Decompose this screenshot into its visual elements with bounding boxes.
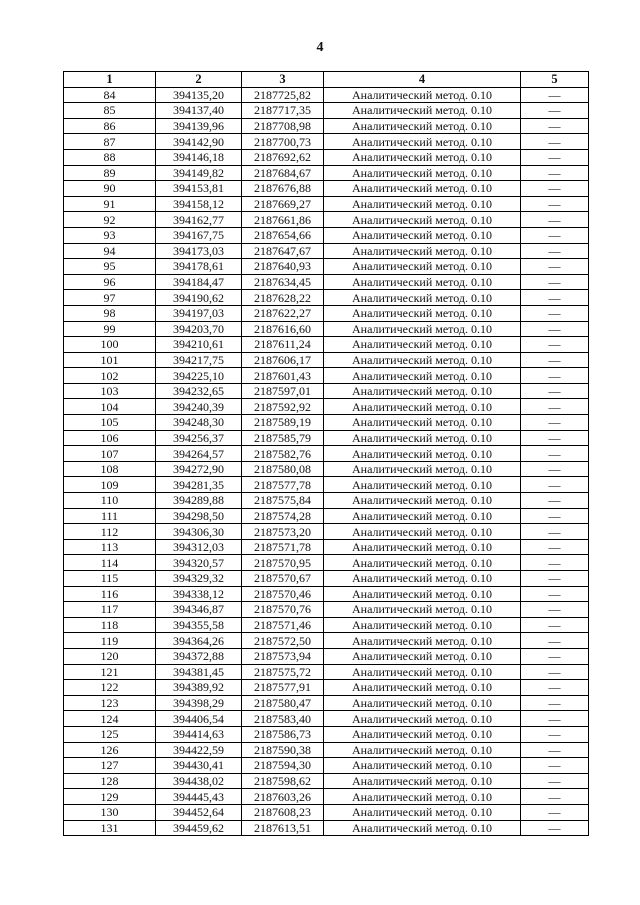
y-coordinate-cell: 2187603,26 <box>242 789 324 805</box>
point-number-cell: 129 <box>64 789 156 805</box>
note-cell: — <box>521 648 589 664</box>
y-coordinate-cell: 2187580,47 <box>242 695 324 711</box>
x-coordinate-cell: 394389,92 <box>156 680 242 696</box>
y-coordinate-cell: 2187583,40 <box>242 711 324 727</box>
page-number: 4 <box>316 40 324 55</box>
table-row <box>64 259 589 275</box>
table-row <box>64 227 589 243</box>
point-number-cell: 128 <box>64 773 156 789</box>
x-coordinate-cell: 394173,03 <box>156 243 242 259</box>
table-row <box>64 149 589 165</box>
method-cell: Аналитический метод. 0.10 <box>324 337 521 353</box>
point-number-cell: 88 <box>64 149 156 165</box>
method-cell: Аналитический метод. 0.10 <box>324 243 521 259</box>
point-number-cell: 86 <box>64 118 156 134</box>
y-coordinate-cell: 2187692,62 <box>242 149 324 165</box>
x-coordinate-cell: 394178,61 <box>156 259 242 275</box>
y-coordinate-cell: 2187572,50 <box>242 633 324 649</box>
table-row <box>64 196 589 212</box>
note-cell: — <box>521 368 589 384</box>
y-coordinate-cell: 2187640,93 <box>242 259 324 275</box>
method-cell: Аналитический метод. 0.10 <box>324 695 521 711</box>
method-cell: Аналитический метод. 0.10 <box>324 602 521 618</box>
table-row <box>64 695 589 711</box>
y-coordinate-cell: 2187582,76 <box>242 446 324 462</box>
y-coordinate-cell: 2187570,95 <box>242 555 324 571</box>
column-header-1: 1 <box>64 72 156 88</box>
method-cell: Аналитический метод. 0.10 <box>324 742 521 758</box>
x-coordinate-cell: 394197,03 <box>156 305 242 321</box>
y-coordinate-cell: 2187598,62 <box>242 773 324 789</box>
table-row <box>64 633 589 649</box>
note-cell: — <box>521 149 589 165</box>
point-number-cell: 122 <box>64 680 156 696</box>
note-cell: — <box>521 461 589 477</box>
point-number-cell: 100 <box>64 337 156 353</box>
y-coordinate-cell: 2187577,78 <box>242 477 324 493</box>
x-coordinate-cell: 394232,65 <box>156 383 242 399</box>
note-cell: — <box>521 243 589 259</box>
y-coordinate-cell: 2187601,43 <box>242 368 324 384</box>
x-coordinate-cell: 394162,77 <box>156 212 242 228</box>
method-cell: Аналитический метод. 0.10 <box>324 758 521 774</box>
point-number-cell: 98 <box>64 305 156 321</box>
point-number-cell: 112 <box>64 524 156 540</box>
method-cell: Аналитический метод. 0.10 <box>324 586 521 602</box>
table-row <box>64 742 589 758</box>
x-coordinate-cell: 394248,30 <box>156 415 242 431</box>
table-row <box>64 274 589 290</box>
method-cell: Аналитический метод. 0.10 <box>324 368 521 384</box>
y-coordinate-cell: 2187590,38 <box>242 742 324 758</box>
note-cell: — <box>521 103 589 119</box>
note-cell: — <box>521 290 589 306</box>
point-number-cell: 111 <box>64 508 156 524</box>
table-row <box>64 461 589 477</box>
note-cell: — <box>521 259 589 275</box>
method-cell: Аналитический метод. 0.10 <box>324 383 521 399</box>
x-coordinate-cell: 394398,29 <box>156 695 242 711</box>
table-row <box>64 368 589 384</box>
x-coordinate-cell: 394158,12 <box>156 196 242 212</box>
x-coordinate-cell: 394153,81 <box>156 181 242 197</box>
table-row <box>64 602 589 618</box>
y-coordinate-cell: 2187717,35 <box>242 103 324 119</box>
x-coordinate-cell: 394149,82 <box>156 165 242 181</box>
y-coordinate-cell: 2187577,91 <box>242 680 324 696</box>
method-cell: Аналитический метод. 0.10 <box>324 149 521 165</box>
table-row <box>64 726 589 742</box>
point-number-cell: 115 <box>64 571 156 587</box>
note-cell: — <box>521 399 589 415</box>
method-cell: Аналитический метод. 0.10 <box>324 274 521 290</box>
point-number-cell: 95 <box>64 259 156 275</box>
y-coordinate-cell: 2187616,60 <box>242 321 324 337</box>
point-number-cell: 89 <box>64 165 156 181</box>
table-row <box>64 617 589 633</box>
y-coordinate-cell: 2187580,08 <box>242 461 324 477</box>
method-cell: Аналитический метод. 0.10 <box>324 539 521 555</box>
x-coordinate-cell: 394217,75 <box>156 352 242 368</box>
note-cell: — <box>521 274 589 290</box>
note-cell: — <box>521 586 589 602</box>
point-number-cell: 119 <box>64 633 156 649</box>
note-cell: — <box>521 524 589 540</box>
note-cell: — <box>521 758 589 774</box>
note-cell: — <box>521 680 589 696</box>
x-coordinate-cell: 394146,18 <box>156 149 242 165</box>
x-coordinate-cell: 394281,35 <box>156 477 242 493</box>
table-row <box>64 555 589 571</box>
point-number-cell: 84 <box>64 87 156 103</box>
note-cell: — <box>521 165 589 181</box>
point-number-cell: 131 <box>64 820 156 836</box>
x-coordinate-cell: 394438,02 <box>156 773 242 789</box>
method-cell: Аналитический метод. 0.10 <box>324 305 521 321</box>
x-coordinate-cell: 394320,57 <box>156 555 242 571</box>
method-cell: Аналитический метод. 0.10 <box>324 212 521 228</box>
note-cell: — <box>521 415 589 431</box>
y-coordinate-cell: 2187608,23 <box>242 804 324 820</box>
table-row <box>64 305 589 321</box>
method-cell: Аналитический метод. 0.10 <box>324 290 521 306</box>
y-coordinate-cell: 2187669,27 <box>242 196 324 212</box>
point-number-cell: 113 <box>64 539 156 555</box>
y-coordinate-cell: 2187700,73 <box>242 134 324 150</box>
method-cell: Аналитический метод. 0.10 <box>324 789 521 805</box>
note-cell: — <box>521 508 589 524</box>
table-row <box>64 165 589 181</box>
method-cell: Аналитический метод. 0.10 <box>324 726 521 742</box>
note-cell: — <box>521 352 589 368</box>
table-row <box>64 383 589 399</box>
method-cell: Аналитический метод. 0.10 <box>324 664 521 680</box>
x-coordinate-cell: 394346,87 <box>156 602 242 618</box>
method-cell: Аналитический метод. 0.10 <box>324 493 521 509</box>
method-cell: Аналитический метод. 0.10 <box>324 399 521 415</box>
column-header-4: 4 <box>324 72 521 88</box>
method-cell: Аналитический метод. 0.10 <box>324 259 521 275</box>
table-row <box>64 87 589 103</box>
y-coordinate-cell: 2187611,24 <box>242 337 324 353</box>
method-cell: Аналитический метод. 0.10 <box>324 508 521 524</box>
x-coordinate-cell: 394306,30 <box>156 524 242 540</box>
y-coordinate-cell: 2187574,28 <box>242 508 324 524</box>
note-cell: — <box>521 633 589 649</box>
x-coordinate-cell: 394338,12 <box>156 586 242 602</box>
note-cell: — <box>521 742 589 758</box>
x-coordinate-cell: 394184,47 <box>156 274 242 290</box>
y-coordinate-cell: 2187575,72 <box>242 664 324 680</box>
table-row <box>64 789 589 805</box>
method-cell: Аналитический метод. 0.10 <box>324 820 521 836</box>
table-row <box>64 804 589 820</box>
note-cell: — <box>521 227 589 243</box>
column-header-2: 2 <box>156 72 242 88</box>
method-cell: Аналитический метод. 0.10 <box>324 571 521 587</box>
table-row <box>64 399 589 415</box>
y-coordinate-cell: 2187571,46 <box>242 617 324 633</box>
table-row <box>64 430 589 446</box>
method-cell: Аналитический метод. 0.10 <box>324 165 521 181</box>
point-number-cell: 118 <box>64 617 156 633</box>
y-coordinate-cell: 2187654,66 <box>242 227 324 243</box>
table-row <box>64 493 589 509</box>
method-cell: Аналитический метод. 0.10 <box>324 680 521 696</box>
x-coordinate-cell: 394139,96 <box>156 118 242 134</box>
note-cell: — <box>521 695 589 711</box>
table-row <box>64 118 589 134</box>
method-cell: Аналитический метод. 0.10 <box>324 711 521 727</box>
table-row <box>64 586 589 602</box>
method-cell: Аналитический метод. 0.10 <box>324 617 521 633</box>
point-number-cell: 126 <box>64 742 156 758</box>
x-coordinate-cell: 394240,39 <box>156 399 242 415</box>
x-coordinate-cell: 394142,90 <box>156 134 242 150</box>
table-row <box>64 103 589 119</box>
table-row <box>64 524 589 540</box>
method-cell: Аналитический метод. 0.10 <box>324 321 521 337</box>
point-number-cell: 106 <box>64 430 156 446</box>
table-row <box>64 508 589 524</box>
method-cell: Аналитический метод. 0.10 <box>324 461 521 477</box>
note-cell: — <box>521 446 589 462</box>
column-header-3: 3 <box>242 72 324 88</box>
y-coordinate-cell: 2187570,46 <box>242 586 324 602</box>
x-coordinate-cell: 394452,64 <box>156 804 242 820</box>
point-number-cell: 117 <box>64 602 156 618</box>
point-number-cell: 91 <box>64 196 156 212</box>
table-row <box>64 664 589 680</box>
point-number-cell: 123 <box>64 695 156 711</box>
method-cell: Аналитический метод. 0.10 <box>324 415 521 431</box>
table-row <box>64 212 589 228</box>
note-cell: — <box>521 321 589 337</box>
note-cell: — <box>521 118 589 134</box>
x-coordinate-cell: 394312,03 <box>156 539 242 555</box>
x-coordinate-cell: 394256,37 <box>156 430 242 446</box>
table-row <box>64 539 589 555</box>
x-coordinate-cell: 394372,88 <box>156 648 242 664</box>
table-row <box>64 773 589 789</box>
note-cell: — <box>521 181 589 197</box>
method-cell: Аналитический метод. 0.10 <box>324 134 521 150</box>
note-cell: — <box>521 602 589 618</box>
table-row <box>64 648 589 664</box>
table-row <box>64 337 589 353</box>
y-coordinate-cell: 2187725,82 <box>242 87 324 103</box>
x-coordinate-cell: 394381,45 <box>156 664 242 680</box>
note-cell: — <box>521 477 589 493</box>
point-number-cell: 127 <box>64 758 156 774</box>
point-number-cell: 130 <box>64 804 156 820</box>
point-number-cell: 108 <box>64 461 156 477</box>
x-coordinate-cell: 394329,32 <box>156 571 242 587</box>
note-cell: — <box>521 773 589 789</box>
note-cell: — <box>521 493 589 509</box>
y-coordinate-cell: 2187570,76 <box>242 602 324 618</box>
x-coordinate-cell: 394137,40 <box>156 103 242 119</box>
note-cell: — <box>521 87 589 103</box>
x-coordinate-cell: 394167,75 <box>156 227 242 243</box>
note-cell: — <box>521 337 589 353</box>
x-coordinate-cell: 394264,57 <box>156 446 242 462</box>
point-number-cell: 124 <box>64 711 156 727</box>
y-coordinate-cell: 2187613,51 <box>242 820 324 836</box>
method-cell: Аналитический метод. 0.10 <box>324 196 521 212</box>
table-row <box>64 680 589 696</box>
x-coordinate-cell: 394422,59 <box>156 742 242 758</box>
note-cell: — <box>521 711 589 727</box>
method-cell: Аналитический метод. 0.10 <box>324 804 521 820</box>
y-coordinate-cell: 2187589,19 <box>242 415 324 431</box>
table-row <box>64 820 589 836</box>
y-coordinate-cell: 2187571,78 <box>242 539 324 555</box>
y-coordinate-cell: 2187634,45 <box>242 274 324 290</box>
table-row <box>64 321 589 337</box>
method-cell: Аналитический метод. 0.10 <box>324 118 521 134</box>
note-cell: — <box>521 555 589 571</box>
x-coordinate-cell: 394459,62 <box>156 820 242 836</box>
table-header-row <box>64 72 589 88</box>
table-row <box>64 181 589 197</box>
point-number-cell: 104 <box>64 399 156 415</box>
y-coordinate-cell: 2187597,01 <box>242 383 324 399</box>
y-coordinate-cell: 2187647,67 <box>242 243 324 259</box>
y-coordinate-cell: 2187570,67 <box>242 571 324 587</box>
y-coordinate-cell: 2187684,67 <box>242 165 324 181</box>
x-coordinate-cell: 394210,61 <box>156 337 242 353</box>
y-coordinate-cell: 2187573,94 <box>242 648 324 664</box>
column-header-5: 5 <box>521 72 589 88</box>
y-coordinate-cell: 2187708,98 <box>242 118 324 134</box>
y-coordinate-cell: 2187573,20 <box>242 524 324 540</box>
point-number-cell: 85 <box>64 103 156 119</box>
y-coordinate-cell: 2187676,88 <box>242 181 324 197</box>
x-coordinate-cell: 394272,90 <box>156 461 242 477</box>
note-cell: — <box>521 430 589 446</box>
table-row <box>64 352 589 368</box>
x-coordinate-cell: 394135,20 <box>156 87 242 103</box>
x-coordinate-cell: 394203,70 <box>156 321 242 337</box>
note-cell: — <box>521 571 589 587</box>
y-coordinate-cell: 2187628,22 <box>242 290 324 306</box>
note-cell: — <box>521 820 589 836</box>
y-coordinate-cell: 2187575,84 <box>242 493 324 509</box>
method-cell: Аналитический метод. 0.10 <box>324 87 521 103</box>
point-number-cell: 93 <box>64 227 156 243</box>
point-number-cell: 94 <box>64 243 156 259</box>
note-cell: — <box>521 617 589 633</box>
table-row <box>64 243 589 259</box>
point-number-cell: 121 <box>64 664 156 680</box>
point-number-cell: 103 <box>64 383 156 399</box>
note-cell: — <box>521 196 589 212</box>
note-cell: — <box>521 212 589 228</box>
table-row <box>64 711 589 727</box>
point-number-cell: 110 <box>64 493 156 509</box>
point-number-cell: 101 <box>64 352 156 368</box>
y-coordinate-cell: 2187592,92 <box>242 399 324 415</box>
method-cell: Аналитический метод. 0.10 <box>324 648 521 664</box>
y-coordinate-cell: 2187585,79 <box>242 430 324 446</box>
point-number-cell: 114 <box>64 555 156 571</box>
y-coordinate-cell: 2187606,17 <box>242 352 324 368</box>
note-cell: — <box>521 539 589 555</box>
point-number-cell: 92 <box>64 212 156 228</box>
table-row <box>64 134 589 150</box>
method-cell: Аналитический метод. 0.10 <box>324 430 521 446</box>
point-number-cell: 99 <box>64 321 156 337</box>
table-row <box>64 758 589 774</box>
note-cell: — <box>521 664 589 680</box>
table-row <box>64 446 589 462</box>
method-cell: Аналитический метод. 0.10 <box>324 633 521 649</box>
note-cell: — <box>521 305 589 321</box>
table-body <box>64 87 589 836</box>
y-coordinate-cell: 2187622,27 <box>242 305 324 321</box>
method-cell: Аналитический метод. 0.10 <box>324 352 521 368</box>
point-number-cell: 97 <box>64 290 156 306</box>
point-number-cell: 102 <box>64 368 156 384</box>
point-number-cell: 96 <box>64 274 156 290</box>
method-cell: Аналитический метод. 0.10 <box>324 773 521 789</box>
x-coordinate-cell: 394225,10 <box>156 368 242 384</box>
point-number-cell: 120 <box>64 648 156 664</box>
y-coordinate-cell: 2187661,86 <box>242 212 324 228</box>
y-coordinate-cell: 2187594,30 <box>242 758 324 774</box>
method-cell: Аналитический метод. 0.10 <box>324 446 521 462</box>
x-coordinate-cell: 394289,88 <box>156 493 242 509</box>
coordinates-table <box>63 71 589 836</box>
note-cell: — <box>521 726 589 742</box>
method-cell: Аналитический метод. 0.10 <box>324 477 521 493</box>
method-cell: Аналитический метод. 0.10 <box>324 181 521 197</box>
x-coordinate-cell: 394445,43 <box>156 789 242 805</box>
x-coordinate-cell: 394355,58 <box>156 617 242 633</box>
note-cell: — <box>521 804 589 820</box>
table-row <box>64 477 589 493</box>
point-number-cell: 116 <box>64 586 156 602</box>
x-coordinate-cell: 394298,50 <box>156 508 242 524</box>
method-cell: Аналитический метод. 0.10 <box>324 555 521 571</box>
x-coordinate-cell: 394364,26 <box>156 633 242 649</box>
note-cell: — <box>521 134 589 150</box>
y-coordinate-cell: 2187586,73 <box>242 726 324 742</box>
point-number-cell: 109 <box>64 477 156 493</box>
note-cell: — <box>521 789 589 805</box>
point-number-cell: 87 <box>64 134 156 150</box>
x-coordinate-cell: 394190,62 <box>156 290 242 306</box>
point-number-cell: 107 <box>64 446 156 462</box>
x-coordinate-cell: 394406,54 <box>156 711 242 727</box>
x-coordinate-cell: 394414,63 <box>156 726 242 742</box>
method-cell: Аналитический метод. 0.10 <box>324 524 521 540</box>
method-cell: Аналитический метод. 0.10 <box>324 227 521 243</box>
x-coordinate-cell: 394430,41 <box>156 758 242 774</box>
point-number-cell: 125 <box>64 726 156 742</box>
table-row <box>64 415 589 431</box>
note-cell: — <box>521 383 589 399</box>
table-row <box>64 571 589 587</box>
method-cell: Аналитический метод. 0.10 <box>324 103 521 119</box>
point-number-cell: 90 <box>64 181 156 197</box>
point-number-cell: 105 <box>64 415 156 431</box>
table-row <box>64 290 589 306</box>
